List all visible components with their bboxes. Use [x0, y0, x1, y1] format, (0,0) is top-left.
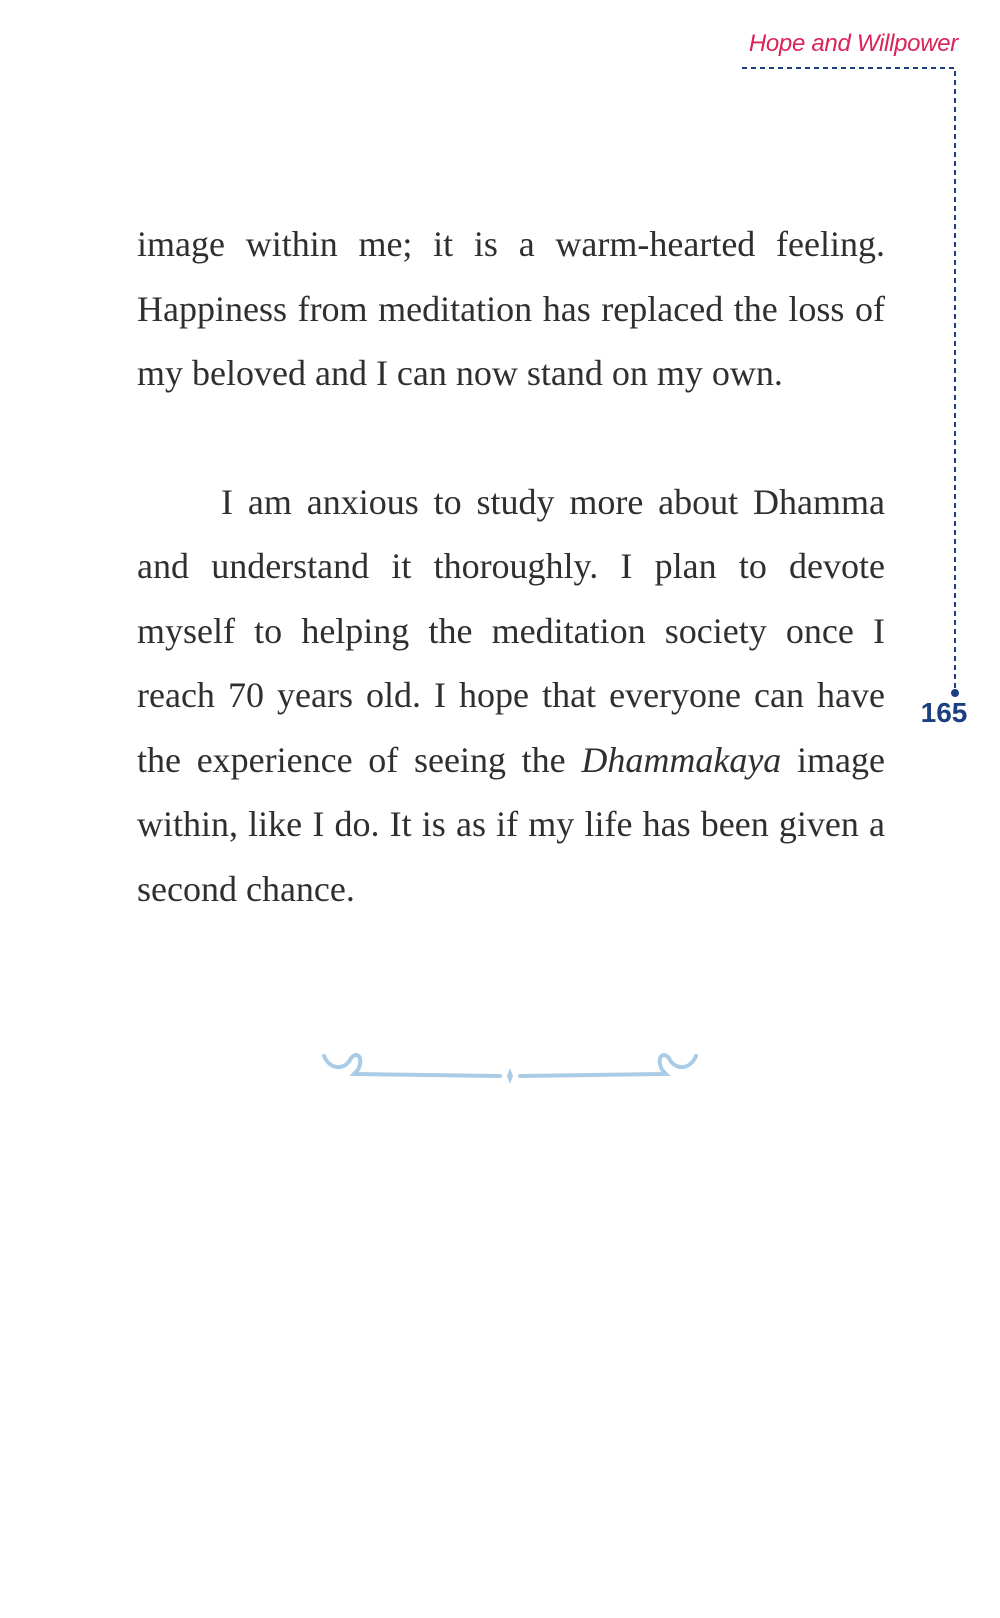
page-number: 165 — [920, 697, 968, 728]
section-end-ornament — [310, 1040, 710, 1090]
running-head-title: Hope and Willpower — [748, 30, 958, 57]
body-text — [137, 212, 885, 921]
paragraph-2-italic-term: Dhammakaya — [581, 739, 782, 780]
paragraph-1: image within me; it is a warm-hearted feeling. Happiness from meditation has replaced the loss of my beloved and I can now stand on my own. — [137, 224, 885, 393]
paragraph-2-text-start: I am anxious to study more about Dhamma and understand it thoroughly. I plan to devote myself to helping the meditation society once I reach 70 years old. I hope that everyone can have the experience of seeing the — [137, 481, 885, 780]
paragraph-2 — [137, 470, 885, 922]
paragraph-2-text-end: image within, like I do. It is as if my life has been given a second chance. — [137, 739, 885, 909]
